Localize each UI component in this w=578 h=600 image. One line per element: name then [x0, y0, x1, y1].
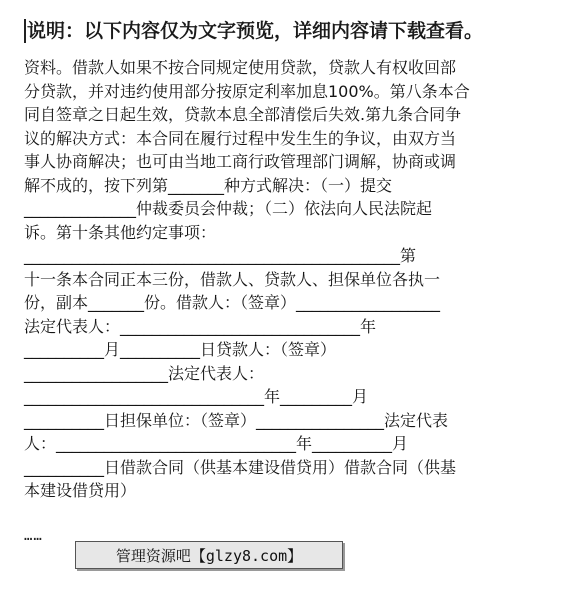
body-line: 事人协商解决；也可由当地工商行政管理部门调解，协商或调	[24, 152, 457, 171]
body-line: 分贷款，并对违约使用部分按原定利率加息100%。第八条本合	[24, 81, 470, 101]
body-line: 人：______________________________年__________月	[24, 434, 409, 453]
body-line: 解不成的，按下列第_______种方式解决：（一）提交	[24, 175, 393, 195]
body-line: 十一条本合同正本三份，借款人、贷款人、担保单位各执一	[24, 269, 441, 289]
body-line: ______________仲裁委员会仲裁；（二）依法向人民法院起	[24, 199, 433, 218]
body-line: __________日借款合同（供基本建设借贷用）借款合同（供基	[24, 457, 457, 477]
body-line: __________________法定代表人：	[24, 363, 265, 383]
site-link-badge[interactable]: 管理资源吧【glzy8.com】	[75, 541, 343, 569]
body-line: 份，副本_______份。借款人：（签章）__________________	[24, 293, 441, 312]
body-line: 诉。第十条其他约定事项：	[24, 222, 217, 242]
document-body	[24, 56, 554, 503]
body-line: 本建设借贷用）	[24, 481, 137, 500]
text-cursor	[24, 19, 26, 43]
preview-notice: 说明：以下内容仅为文字预览，详细内容请下载查看。	[27, 20, 484, 42]
body-line: __________日担保单位：（签章）________________法定代表	[24, 410, 449, 430]
body-line: __________月__________日贷款人：（签章）	[24, 340, 337, 359]
ellipsis: ……	[24, 528, 43, 544]
body-line: _______________________________________________第	[24, 246, 417, 265]
body-line: 议的解决方式：本合同在履行过程中发生生的争议，由双方当	[24, 128, 457, 148]
body-line: 法定代表人：______________________________年	[24, 316, 377, 336]
body-line: 资料。借款人如果不按合同规定使用贷款，贷款人有权收回部	[24, 58, 457, 77]
body-line: ______________________________年_________月	[24, 387, 369, 406]
body-line: 同自签章之日起生效，贷款本息全部清偿后失效.第九条合同争	[24, 105, 462, 124]
